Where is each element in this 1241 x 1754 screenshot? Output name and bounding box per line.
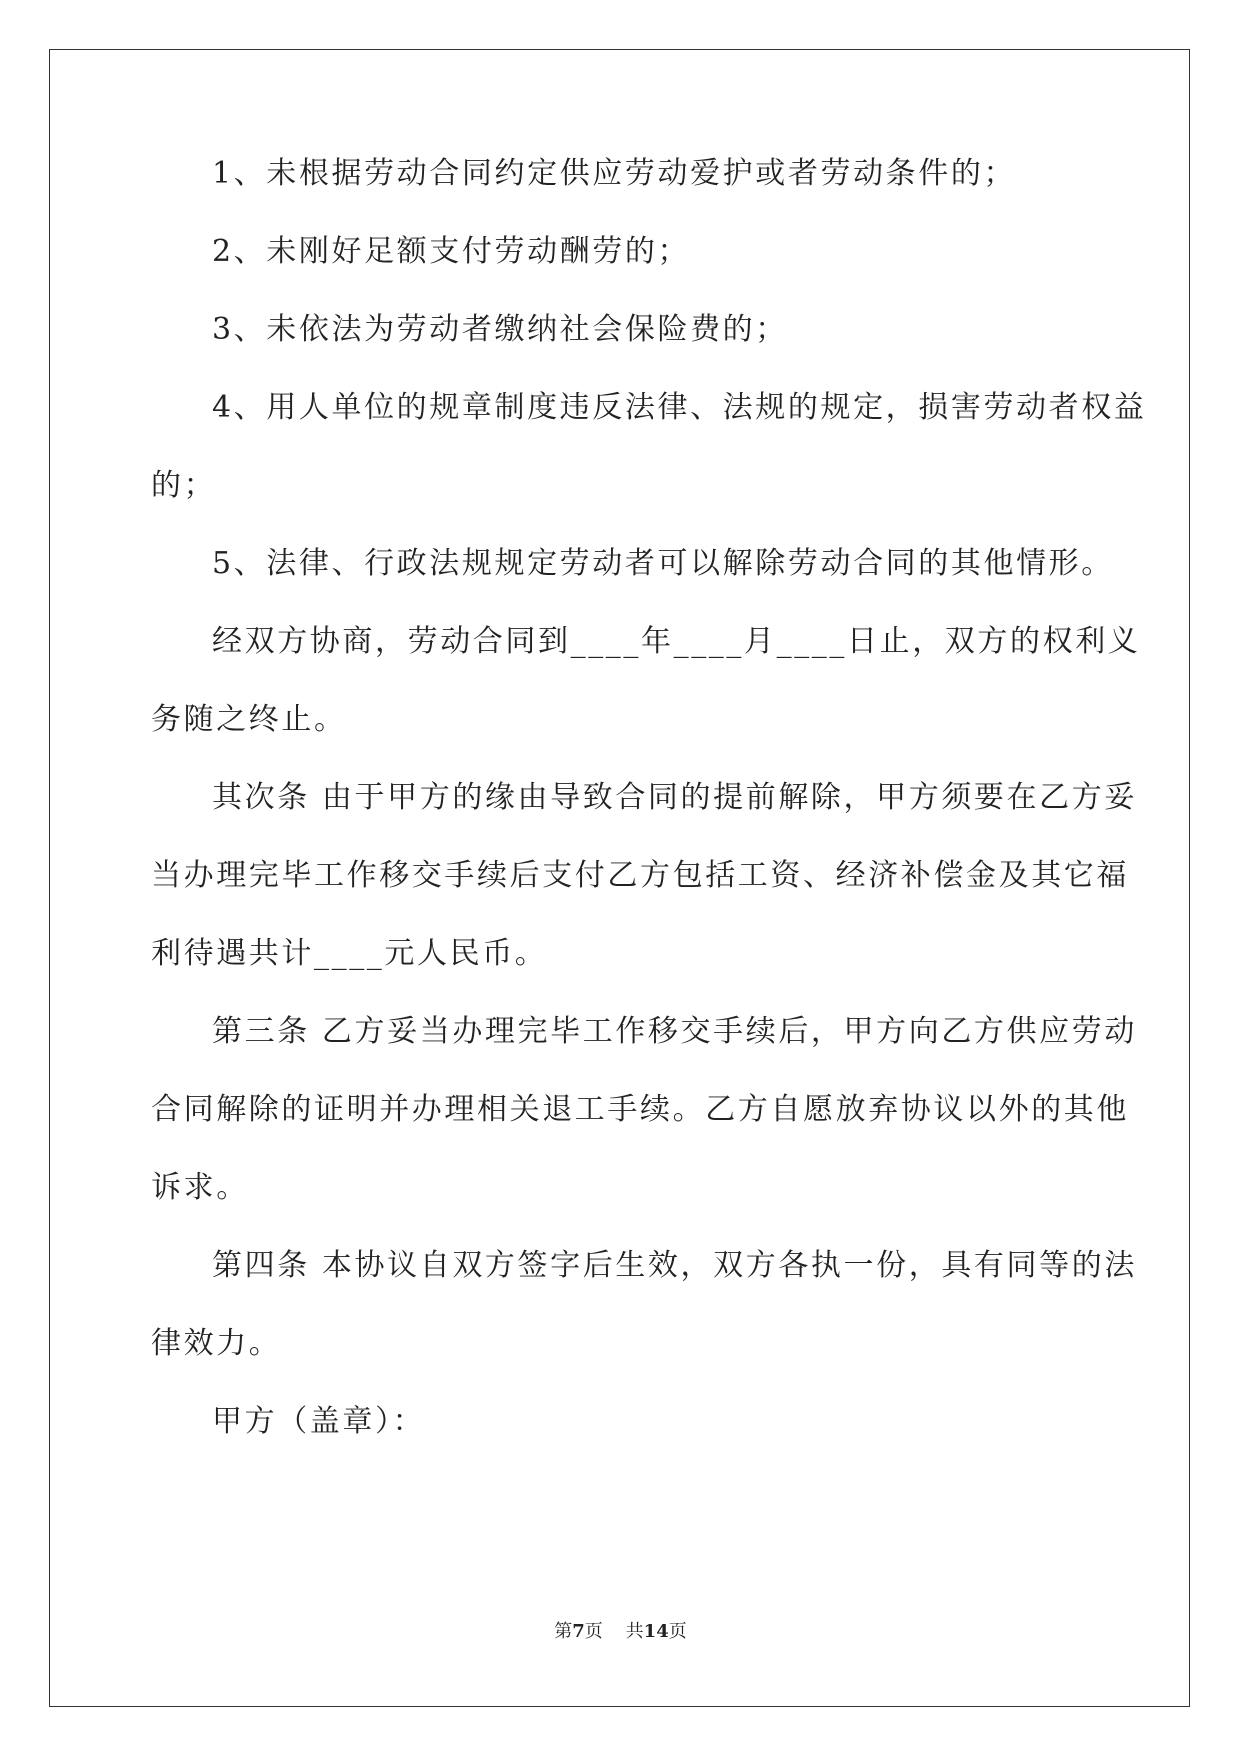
page-current: 7 <box>572 1621 585 1642</box>
article-4-line-2: 律效力。 <box>151 1326 282 1361</box>
article-3-line-3: 诉求。 <box>151 1170 249 1205</box>
page-prefix: 第 <box>554 1621 573 1642</box>
page-total: 14 <box>643 1621 669 1642</box>
page-suffix: 页 <box>584 1621 603 1642</box>
article-3-line-2: 合同解除的证明并办理相关退工手续。乙方自愿放弃协议以外的其他 <box>151 1092 1129 1127</box>
article-4-line-1: 第四条 本协议自双方签字后生效，双方各执一份，具有同等的法 <box>212 1248 1137 1283</box>
agreement-paragraph: 经双方协商，劳动合同到____年____月____日止，双方的权利义 <box>212 624 1141 659</box>
clause-item-4-continued: 的； <box>151 468 217 503</box>
party-a-seal-label: 甲方（盖章）： <box>212 1404 426 1439</box>
page-number-footer <box>0 1620 1241 1644</box>
clause-item-1: 1、未根据劳动合同约定供应劳动爱护或者劳动条件的； <box>212 156 1017 191</box>
clause-item-5: 5、法律、行政法规规定劳动者可以解除劳动合同的其他情形。 <box>212 546 1114 581</box>
article-2-line-3: 利待遇共计____元人民币。 <box>151 936 548 971</box>
total-prefix: 共 <box>625 1621 644 1642</box>
article-2-line-2: 当办理完毕工作移交手续后支付乙方包括工资、经济补偿金及其它福 <box>151 858 1129 893</box>
clause-item-3: 3、未依法为劳动者缴纳社会保险费的； <box>212 312 788 347</box>
article-2-line-1: 其次条 由于甲方的缘由导致合同的提前解除，甲方须要在乙方妥 <box>212 780 1137 815</box>
clause-item-4: 4、用人单位的规章制度违反法律、法规的规定，损害劳动者权益 <box>212 390 1147 425</box>
article-3-line-1: 第三条 乙方妥当办理完毕工作移交手续后，甲方向乙方供应劳动 <box>212 1014 1137 1049</box>
agreement-paragraph-continued: 务随之终止。 <box>151 702 347 737</box>
clause-item-2: 2、未刚好足额支付劳动酬劳的； <box>212 234 691 269</box>
total-suffix: 页 <box>668 1621 687 1642</box>
